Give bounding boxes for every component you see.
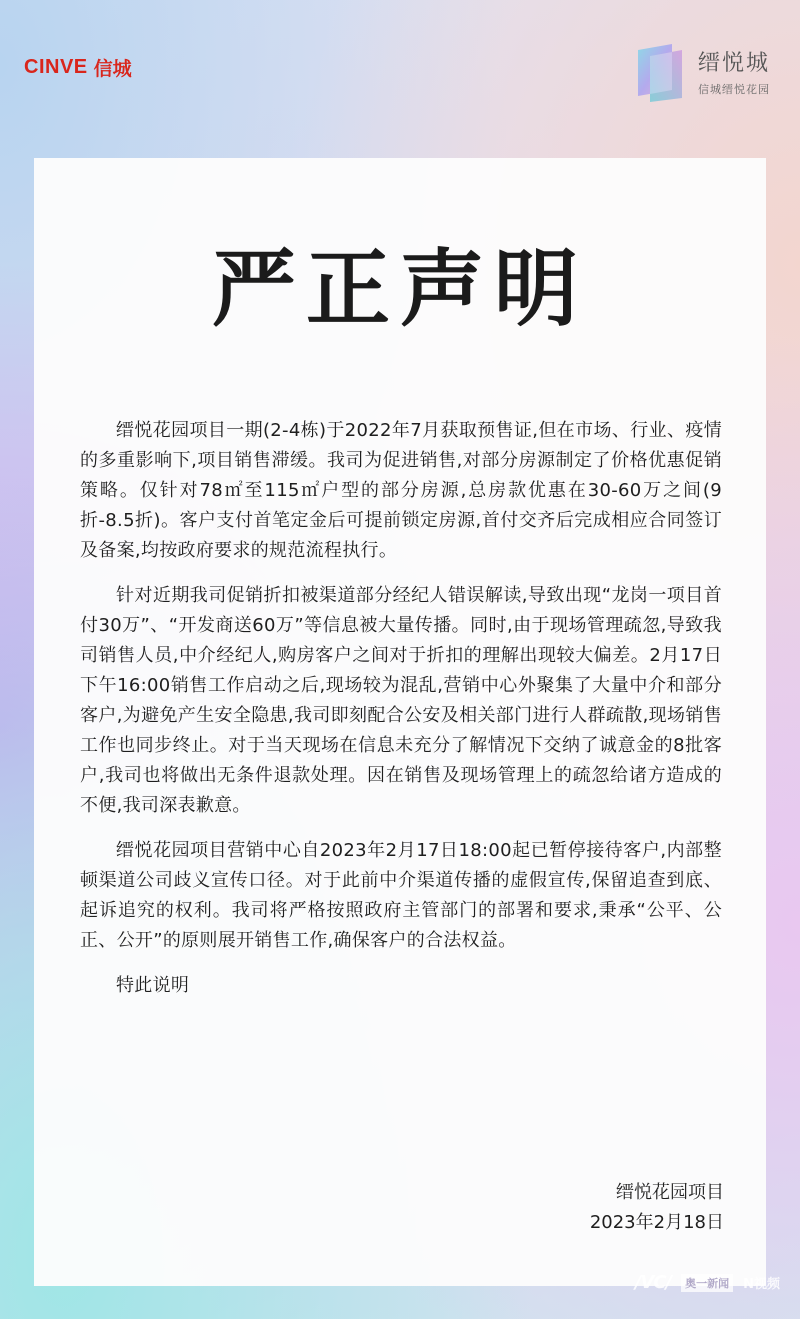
watermark-right: N视频: [743, 1277, 780, 1292]
statement-title: 严正声明: [211, 239, 588, 338]
paragraph-1: 缙悦花园项目一期(2-4栋)于2022年7月获取预售证,但在市场、行业、疫情的多重影响下,项目销售滞缓。我司为促进销售,对部分房源制定了价格优惠促销策略。仅针对78㎡至115㎡户型的部分房源,总房款优惠在30-60万之间(9折-8.5折)。客户支付首笔定金后可提前锁定房源,首付交齐后完成相应合同签订及备案,均按政府要求的规范流程执行。: [80, 420, 722, 561]
signature-date: 2023年2月18日: [589, 1212, 724, 1233]
cinve-logo-cn: 信城: [93, 59, 132, 80]
statement-body: [80, 416, 722, 1016]
paragraph-2: 针对近期我司促销折扣被渠道部分经纪人错误解读,导致出现“龙岗一项目首付30万”、“开发商送60万”等信息被大量传播。同时,由于现场管理疏忽,导致我司销售人员,中介经纪人,购房客户之间对于折扣的理解出现较大偏差。2月17日下午16:00销售工作启动之后,现场较为混乱,营销中心外聚集了大量中介和部分客户,为避免产生安全隐患,我司即刻配合公安及相关部门进行人群疏散,现场销售工作也同步终止。对于当天现场在信息未充分了解情况下交纳了诚意金的8批客户,我司也将做出无条件退款处理。因在销售及现场管理上的疏忽给诸方造成的不便,我司深表歉意。: [80, 585, 722, 816]
signature-block: [590, 1178, 724, 1238]
jinyuecheng-subtitle: 信城缙悦花园: [697, 82, 770, 96]
closing-line: 特此说明: [116, 975, 190, 996]
watermark-box: 奥一新闻: [681, 1274, 733, 1292]
jinyuecheng-logo: [632, 40, 770, 102]
paragraph-3: 缙悦花园项目营销中心自2023年2月17日18:00起已暂停接待客户,内部整顿渠道公司歧义宣传口径。对于此前中介渠道传播的虚假宣传,保留追查到底、起诉追究的权利。我司将严格按照政府主管部门的部署和要求,秉承“公平、公正、公开”的原则展开销售工作,确保客户的合法权益。: [80, 840, 722, 951]
cinve-logo-en: CINVE: [24, 56, 88, 78]
jinyuecheng-logo-icon: [632, 40, 688, 102]
signature-org: 缙悦花园项目: [616, 1182, 724, 1203]
watermark: [635, 1272, 780, 1293]
watermark-left: /VC/: [634, 1272, 672, 1293]
cinve-logo: [24, 54, 132, 81]
jinyuecheng-name: 缙悦城: [697, 50, 770, 76]
